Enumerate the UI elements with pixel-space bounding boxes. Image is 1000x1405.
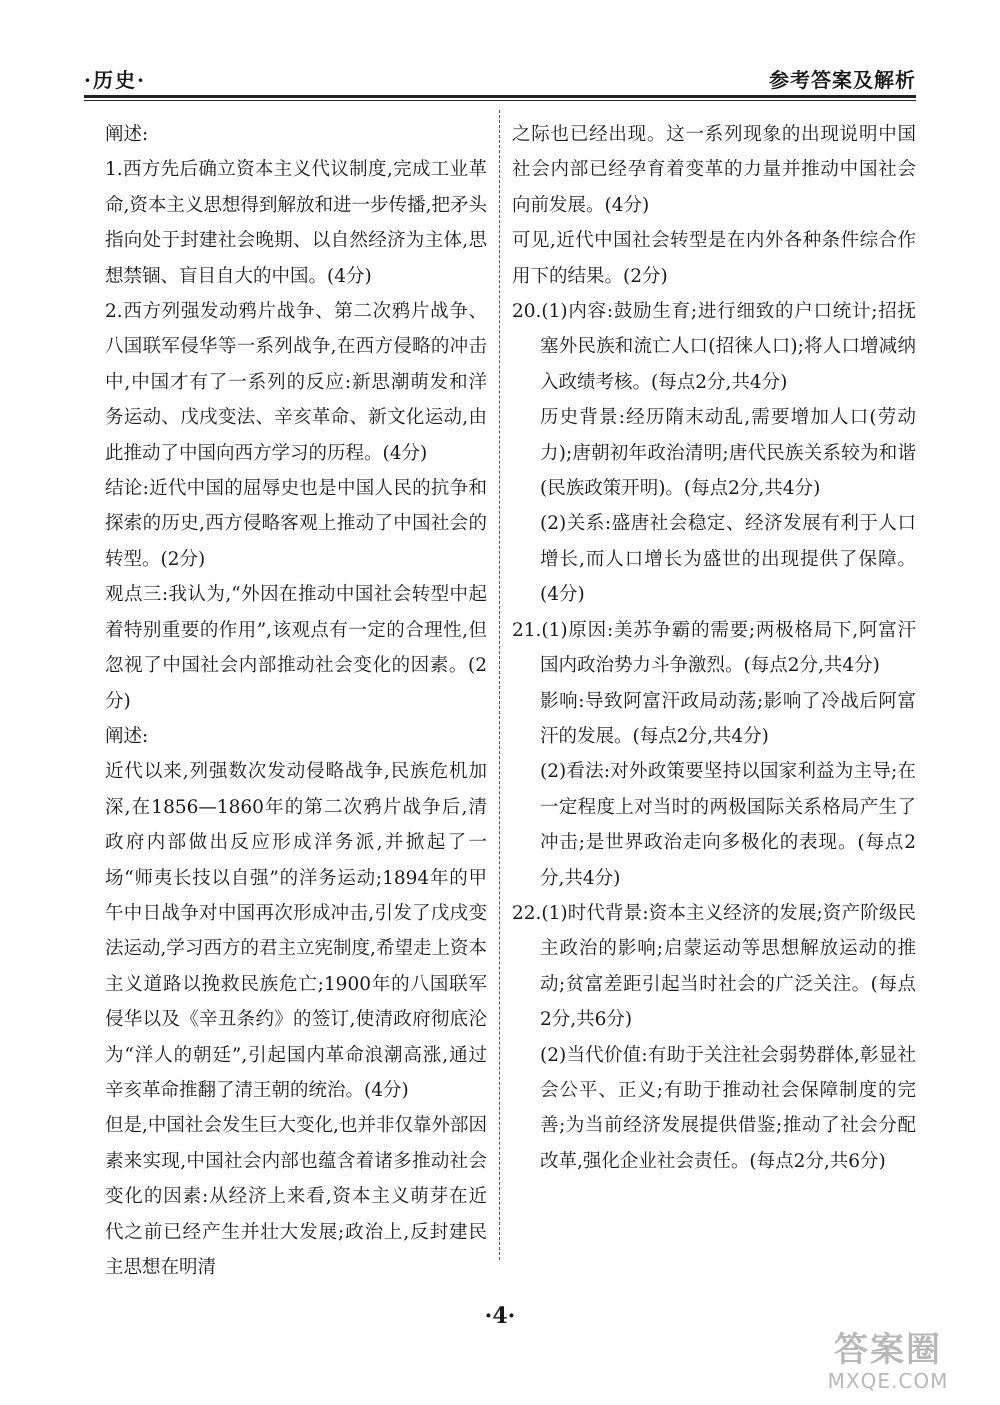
header-rule-thick: [84, 95, 916, 98]
text-paragraph: 阐述:: [105, 725, 149, 747]
section-title: 参考答案及解析: [769, 68, 916, 92]
page-number: ·4·: [484, 1303, 516, 1329]
text-paragraph: 历史背景:经历隋末动乱,需要增加人口(劳动力);唐朝初年政治清明;唐代民族关系较为和谐(民族政策开明)。(每点2分,共4分): [540, 407, 916, 500]
text-paragraph: 阐述:: [105, 124, 149, 145]
answer-item-20: 20.(1)内容:鼓励生育;进行细致的户口统计;招抚塞外民族和流亡人口(招徕人口);将人口增减纳入政绩考核。(每点2分,共4分): [512, 301, 916, 393]
text-paragraph: 结论:近代中国的屈辱史也是中国人民的抗争和探索的历史,西方侵略客观上推动了中国社会的转型。(2分): [105, 478, 487, 570]
header-rule-thin: [84, 100, 916, 101]
text-paragraph: 1.西方先后确立资本主义代议制度,完成工业革命,资本主义思想得到解放和进一步传播,把矛头指向处于封建社会晚期、以自然经济为主体,思想禁锢、盲目自大的中国。(4分): [105, 159, 487, 287]
text-paragraph: 2.西方列强发动鸦片战争、第二次鸦片战争、八国联军侵华等一系列战争,在西方侵略的冲击中,中国才有了一系列的反应:新思潮萌发和洋务运动、戊戌变法、辛亥革命、新文化运动,由此推动了中国向西方学习的历程。(4分): [105, 301, 487, 464]
right-column: [512, 117, 916, 1179]
answer-item-21: 21.(1)原因:美苏争霸的需要;两极格局下,阿富汗国内政治势力斗争激烈。(每点2分,共4分): [512, 619, 916, 677]
text-paragraph: 可见,近代中国社会转型是在内外各种条件综合作用下的结果。(2分): [512, 230, 916, 287]
left-column: [105, 117, 487, 1285]
text-paragraph: (2)当代价值:有助于关注社会弱势群体,彰显社会公平、正义;有助于推动社会保障制度的完善;为当前经济发展提供借鉴;推动了社会分配改革,强化企业社会责任。(每点2分,共6分): [540, 1044, 916, 1172]
text-paragraph: 近代以来,列强数次发动侵略战争,民族危机加深,在1856—1860年的第二次鸦片战争后,清政府内部做出反应形成洋务派,并掀起了一场“师夷长技以自强”的洋务运动;1894年的甲午中日战争对中国再次形成冲击,引发了戊戌变法运动,学习西方的君主立宪制度,希望走上资本主义道路以挽救民族危亡;1900年的八国联军侵华以及《辛丑条约》的签订,使清政府彻底沦为“洋人的朝廷”,引起国内革命浪潮高涨,通过辛亥革命推翻了清王朝的统治。(4分): [105, 761, 487, 1101]
watermark-logo: [808, 1330, 968, 1396]
text-paragraph: 影响:导致阿富汗政局动荡;影响了冷战后阿富汗的发展。(每点2分,共4分): [540, 690, 916, 747]
text-paragraph: (2)关系:盛唐社会稳定、经济发展有利于人口增长,而人口增长为盛世的出现提供了保障。(4分): [540, 513, 916, 606]
answer-item-22: 22.(1)时代背景:资本主义经济的发展;资产阶级民主政治的影响;启蒙运动等思想解放运动的推动;贫富差距引起当时社会的广泛关注。(每点2分,共6分): [512, 902, 916, 1031]
page-header: [84, 62, 916, 94]
subject-label: ·历史·: [84, 68, 146, 92]
text-paragraph: 但是,中国社会发生巨大变化,也并非仅靠外部因素来实现,中国社会内部也蕴含着诸多推动社会变化的因素:从经济上来看,资本主义萌芽在近代之前已经产生并壮大发展;政治上,反封建民主思想在明清: [105, 1115, 487, 1278]
text-paragraph: (2)看法:对外政策要坚持以国家利益为主导;在一定程度上对当时的两极国际关系格局产生了冲击;是世界政治走向多极化的表现。(每点2分,共4分): [540, 761, 916, 889]
column-divider: [499, 110, 500, 1260]
text-paragraph: 观点三:我认为,“外因在推动中国社会转型中起着特别重要的作用”,该观点有一定的合理性,但忽视了中国社会内部推动社会变化的因素。(2分): [105, 584, 487, 712]
text-paragraph: 之际也已经出现。这一系列现象的出现说明中国社会内部已经孕育着变革的力量并推动中国社会向前发展。(4分): [512, 124, 916, 216]
watermark-logo-text: 答案圈: [834, 1330, 942, 1370]
watermark-url: MXQE.COM: [827, 1369, 949, 1393]
